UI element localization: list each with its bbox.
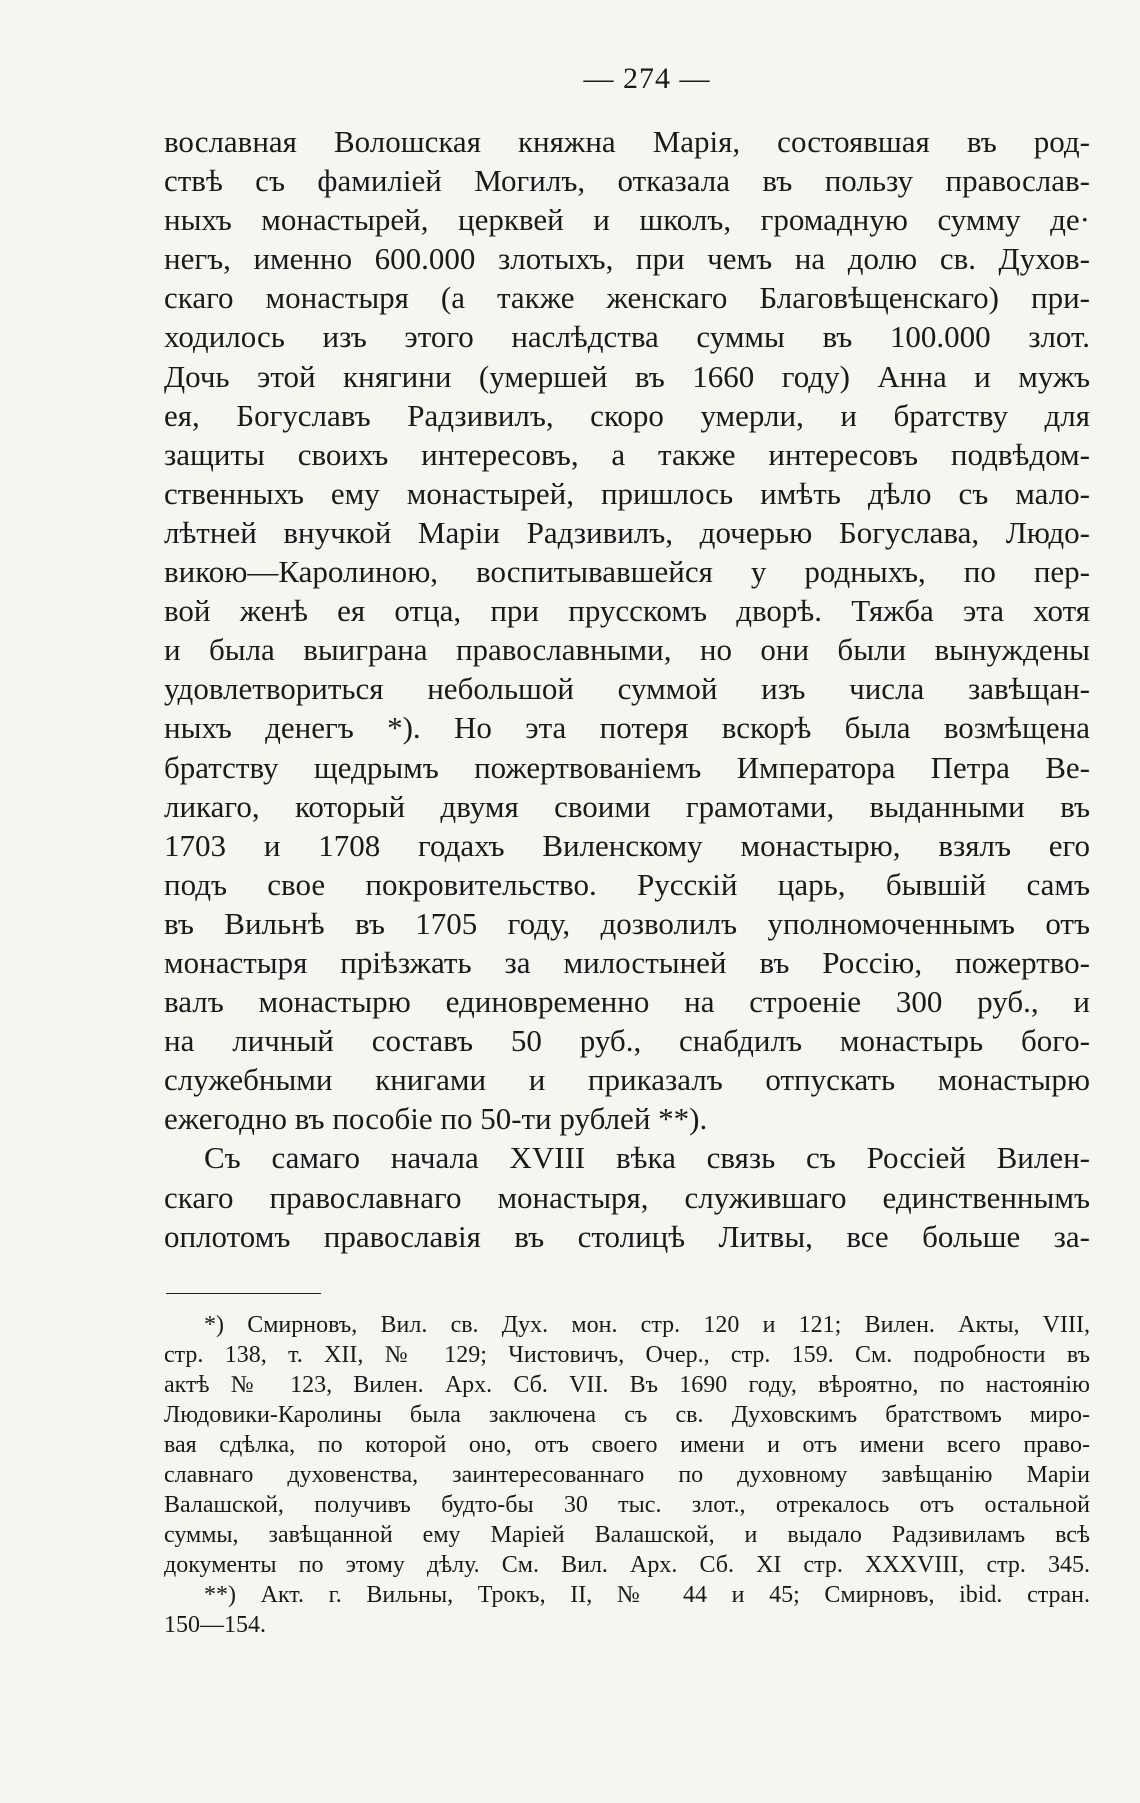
footnote-1-line-5: вая сдѣлка, по которой оно, отъ своего имени и отъ имени всего право- bbox=[164, 1431, 1090, 1458]
text-line-29: оплотомъ православiя въ столицѣ Литвы, все больше за- bbox=[164, 1218, 1090, 1254]
page-number: — 274 — bbox=[583, 62, 711, 95]
footnote-2-line-1: **) Акт. г. Вильны, Трокъ, II, № 44 и 45; Смирновъ, ibid. стран. bbox=[204, 1581, 1090, 1608]
footnote-2-line-2: 150—154. bbox=[164, 1611, 266, 1638]
text-line-24: на личный составъ 50 руб., снабдилъ монастырь бого- bbox=[164, 1023, 1090, 1059]
text-line-3: ныхъ монастырей, церквей и школъ, громадную сумму де· bbox=[164, 202, 1090, 238]
footnotes bbox=[164, 1310, 1090, 1640]
text-line-8: ея, Богуславъ Радзивилъ, скоро умерли, и братству для bbox=[164, 397, 1090, 433]
footnote-1-line-2: стр. 138, т. XII, № 129; Чистовичъ, Очер., стр. 159. См. подробности въ bbox=[164, 1341, 1090, 1368]
text-line-20: подъ свое покровительство. Русскiй царь, бывшiй самъ bbox=[164, 866, 1090, 902]
text-line-6: ходилось изъ этого наслѣдства суммы въ 100.000 злот. bbox=[164, 319, 1090, 355]
footnote-1-line-6: славнаго духовенства, заинтересованнаго по духовному завѣщанiю Марiи bbox=[164, 1461, 1090, 1488]
text-line-14: и была выиграна православными, но они были вынуждены bbox=[164, 632, 1090, 668]
text-line-15: удовлетвориться небольшой суммой изъ числа завѣщан- bbox=[164, 671, 1090, 707]
text-line-2: ствѣ съ фамилiей Могилъ, отказала въ пользу православ- bbox=[164, 163, 1090, 199]
text-line-4: негъ, именно 600.000 злотыхъ, при чемъ на долю св. Духов- bbox=[164, 241, 1090, 277]
text-line-26: ежегодно въ пособiе по 50-ти рублей **). bbox=[164, 1101, 708, 1137]
text-line-17: братству щедрымъ пожертвованiемъ Императора Петра Ве- bbox=[164, 749, 1090, 785]
text-line-21: въ Вильнѣ въ 1705 году, дозволилъ уполномоченнымъ отъ bbox=[164, 905, 1090, 941]
text-line-27: Съ самаго начала XVIII вѣка связь съ Россiей Вилен- bbox=[204, 1140, 1090, 1176]
footnote-1-line-4: Людовики-Каролины была заключена съ св. Духовскимъ братствомъ миро- bbox=[164, 1401, 1090, 1428]
footnote-1-line-1: *) Смирновъ, Вил. св. Дух. мон. стр. 120 и 121; Вилен. Акты, VIII, bbox=[204, 1311, 1090, 1338]
text-line-22: монастыря прiѣзжать за милостыней въ Россiю, пожертво- bbox=[164, 944, 1090, 980]
footnote-2 bbox=[164, 1580, 1090, 1640]
text-line-1: вославная Волошская княжна Марiя, состоявшая въ род- bbox=[164, 124, 1090, 159]
text-line-5: скаго монастыря (а также женскаго Благовѣщенскаго) при- bbox=[164, 280, 1090, 316]
footnote-1-line-3: актѣ № 123, Вилен. Арх. Сб. VII. Въ 1690 году, вѣроятно, по настоянiю bbox=[164, 1371, 1090, 1398]
text-line-16: ныхъ денегъ *). Но эта потеря вскорѣ была возмѣщена bbox=[164, 710, 1090, 746]
text-line-19: 1703 и 1708 годахъ Виленскому монастырю, взялъ его bbox=[164, 827, 1090, 863]
footnote-1-line-8: суммы, завѣщанной ему Марiей Валашской, и выдало Радзивиламъ всѣ bbox=[164, 1521, 1090, 1548]
text-line-13: вой женѣ ея отца, при прусскомъ дворѣ. Тяжба эта хотя bbox=[164, 593, 1090, 629]
text-line-12: викою—Каролиною, воспитывавшейся у родныхъ, по пер- bbox=[164, 554, 1090, 590]
text-line-18: ликаго, который двумя своими грамотами, выданными въ bbox=[164, 788, 1090, 824]
text-line-7: Дочь этой княгини (умершей въ 1660 году) Анна и мужъ bbox=[164, 358, 1090, 394]
text-line-23: валъ монастырю единовременно на строенiе 300 руб., и bbox=[164, 984, 1090, 1020]
footnote-1-line-7: Валашской, получивъ будто-бы 30 тыс. злот., отрекалось отъ остальной bbox=[164, 1491, 1090, 1518]
text-line-11: лѣтней внучкой Марiи Радзивилъ, дочерью Богуслава, Людо- bbox=[164, 514, 1090, 550]
footnote-1-line-9: документы по этому дѣлу. См. Вил. Арх. Сб. XI стр. XXXVIII, стр. 345. bbox=[164, 1551, 1090, 1578]
text-line-9: защиты своихъ интересовъ, а также интересовъ подвѣдом- bbox=[164, 436, 1090, 472]
footnote-1 bbox=[164, 1310, 1090, 1580]
text-line-10: ственныхъ ему монастырей, пришлось имѣть дѣло съ мало- bbox=[164, 475, 1090, 511]
footnote-divider bbox=[166, 1293, 321, 1294]
text-line-28: скаго православнаго монастыря, служившаго единственнымъ bbox=[164, 1179, 1090, 1215]
text-line-25: служебными книгами и приказалъ отпускать монастырю bbox=[164, 1062, 1090, 1098]
main-text bbox=[164, 122, 1090, 1256]
